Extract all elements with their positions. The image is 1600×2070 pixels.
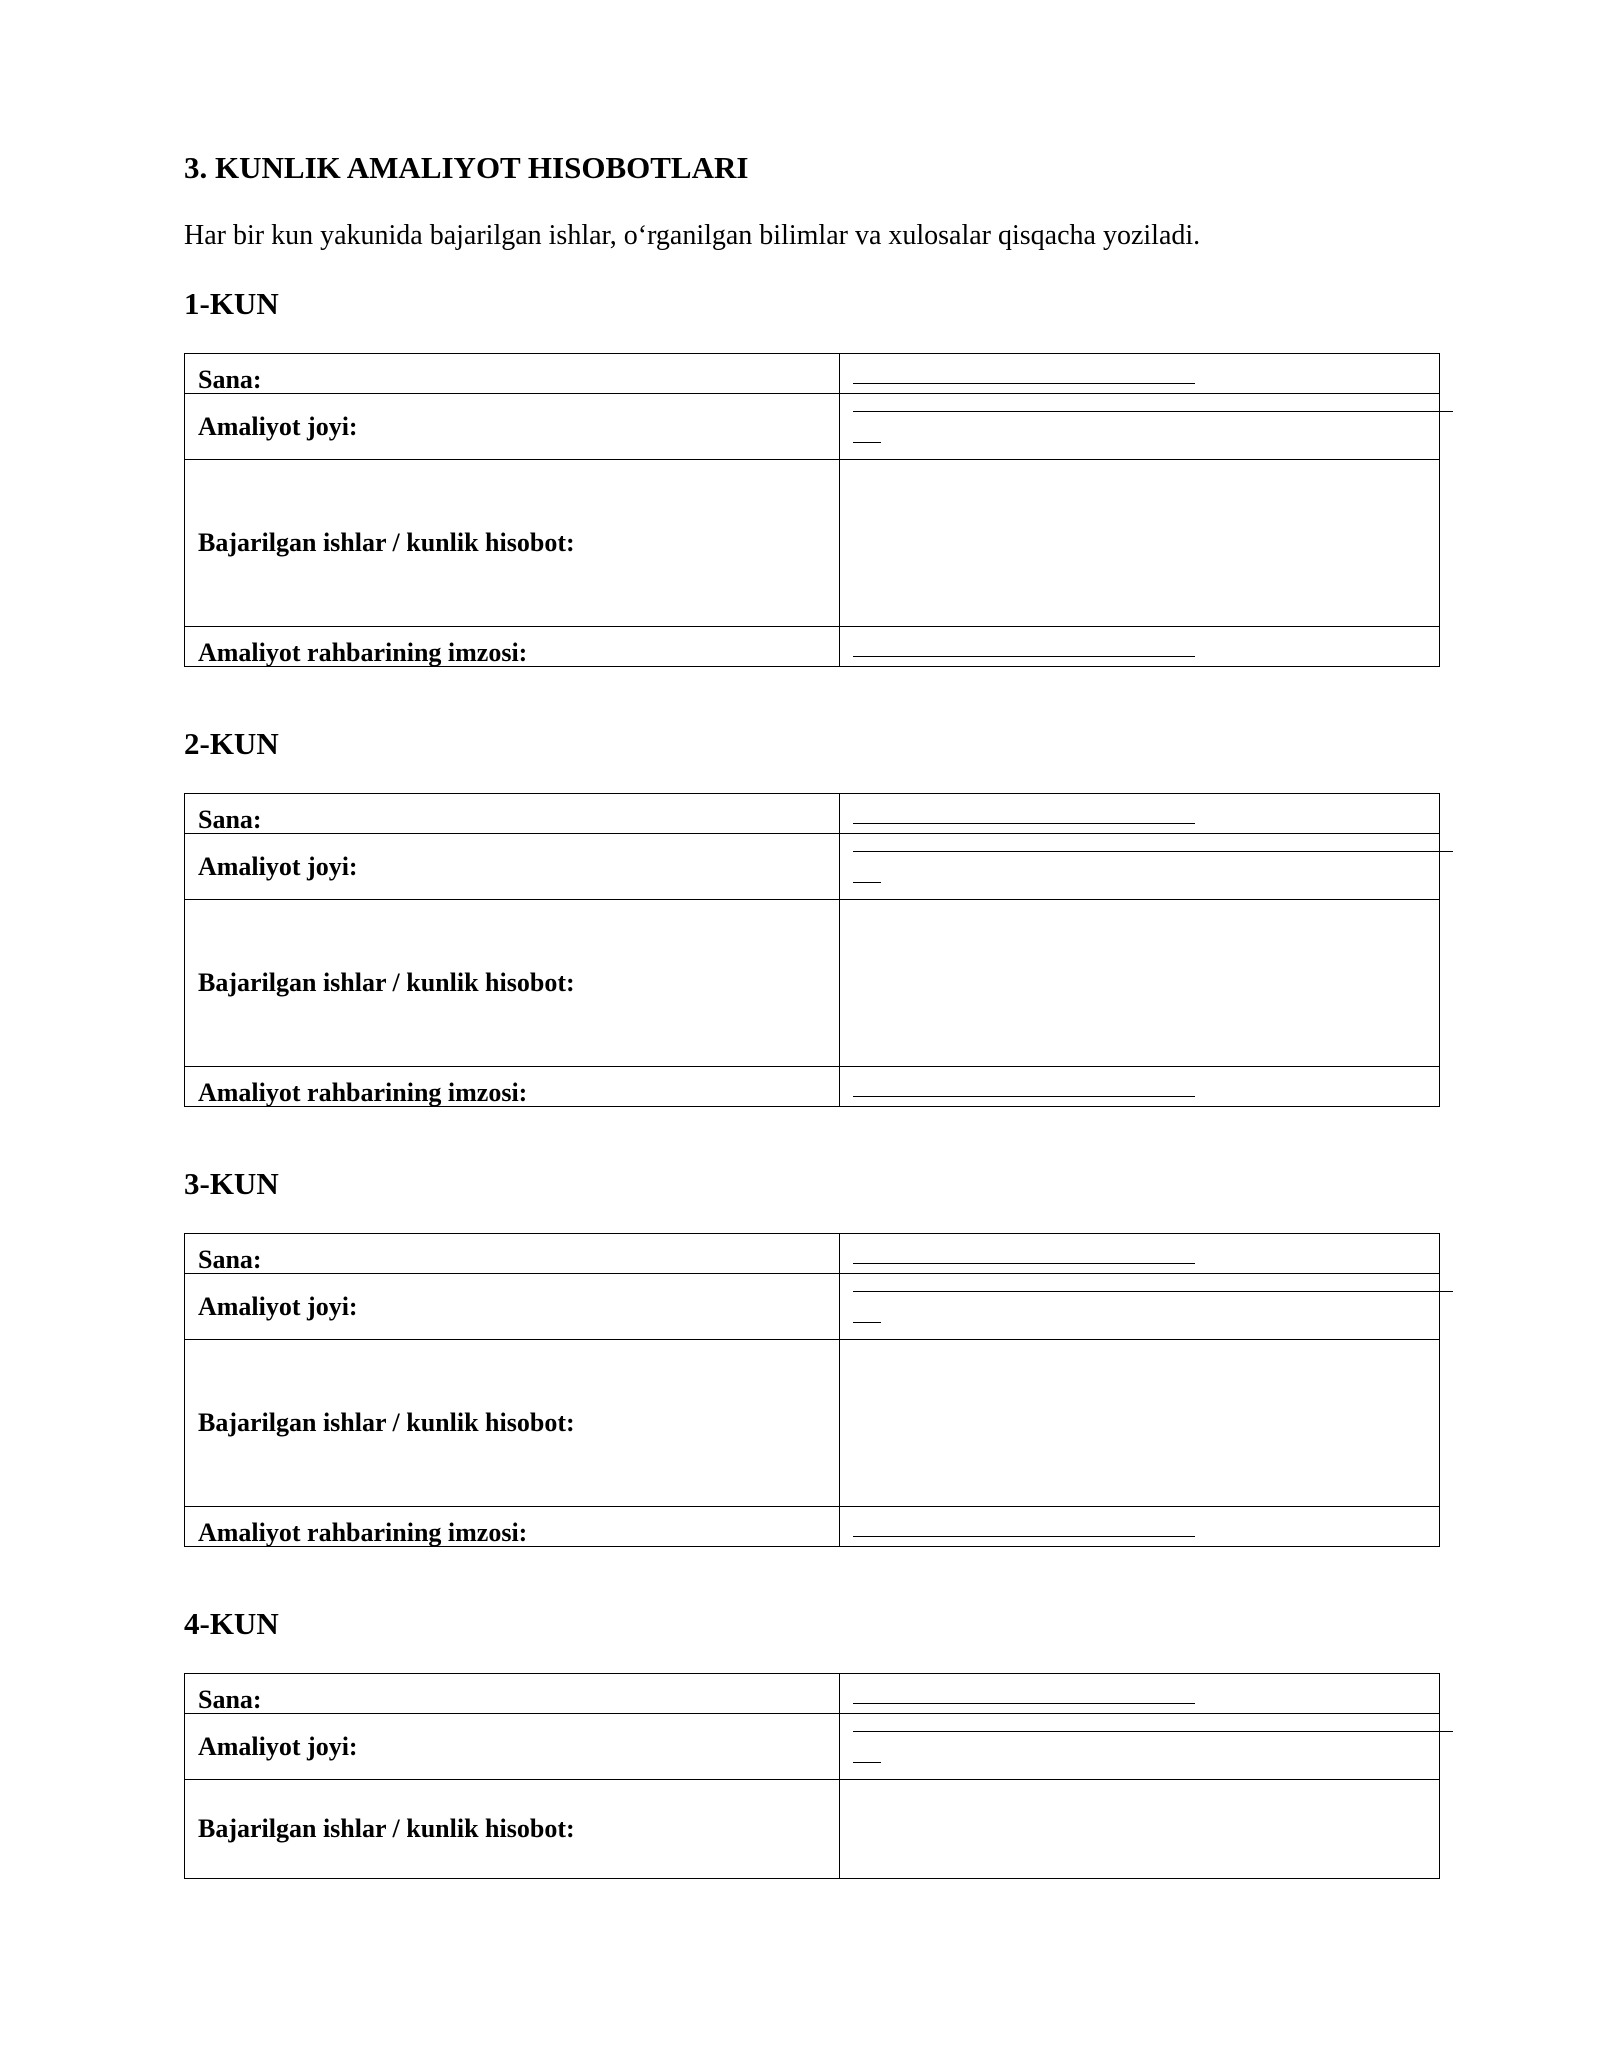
row-ishlar (185, 1780, 1440, 1879)
fill-line (853, 383, 1195, 384)
day-heading-2: 2-KUN (184, 726, 279, 761)
day-table-2 (184, 793, 1440, 1107)
field-imzo[interactable] (840, 1507, 1440, 1547)
field-joyi[interactable] (840, 834, 1440, 900)
fill-line (853, 1263, 1195, 1264)
field-sana[interactable] (840, 1674, 1440, 1714)
fill-line (853, 1291, 1453, 1292)
field-ishlar[interactable] (840, 1780, 1440, 1879)
label-joyi: Amaliyot joyi: (185, 834, 840, 900)
section-intro: Har bir kun yakunida bajarilgan ishlar, o‘rganilgan bilimlar va xulosalar qisqacha yoziladi. (184, 220, 1201, 251)
row-joyi (185, 1274, 1440, 1340)
row-ishlar (185, 1340, 1440, 1507)
day-heading-3: 3-KUN (184, 1166, 279, 1201)
field-joyi[interactable] (840, 1714, 1440, 1780)
label-imzo: Amaliyot rahbarining imzosi: (185, 627, 840, 667)
row-sana (185, 1234, 1440, 1274)
fill-line (853, 851, 1453, 852)
row-sana (185, 794, 1440, 834)
label-sana: Sana: (185, 354, 840, 394)
field-ishlar[interactable] (840, 900, 1440, 1067)
field-ishlar[interactable] (840, 460, 1440, 627)
label-sana: Sana: (185, 1674, 840, 1714)
fill-line-tail (853, 1322, 881, 1323)
day-table-4 (184, 1673, 1440, 1879)
fill-line (853, 1703, 1195, 1704)
row-joyi (185, 1714, 1440, 1780)
fill-line (853, 1096, 1195, 1097)
row-imzo (185, 1507, 1440, 1547)
field-sana[interactable] (840, 354, 1440, 394)
row-ishlar (185, 900, 1440, 1067)
label-imzo: Amaliyot rahbarining imzosi: (185, 1507, 840, 1547)
day-table-1 (184, 353, 1440, 667)
label-ishlar: Bajarilgan ishlar / kunlik hisobot: (185, 900, 840, 1067)
field-joyi[interactable] (840, 394, 1440, 460)
fill-line-tail (853, 882, 881, 883)
row-joyi (185, 834, 1440, 900)
row-sana (185, 354, 1440, 394)
fill-line (853, 1731, 1453, 1732)
fill-line (853, 656, 1195, 657)
label-ishlar: Bajarilgan ishlar / kunlik hisobot: (185, 1780, 840, 1879)
day-table-3 (184, 1233, 1440, 1547)
day-heading-4: 4-KUN (184, 1606, 279, 1641)
label-sana: Sana: (185, 794, 840, 834)
field-joyi[interactable] (840, 1274, 1440, 1340)
fill-line (853, 823, 1195, 824)
fill-line (853, 411, 1453, 412)
row-sana (185, 1674, 1440, 1714)
label-joyi: Amaliyot joyi: (185, 1274, 840, 1340)
label-joyi: Amaliyot joyi: (185, 1714, 840, 1780)
fill-line-tail (853, 1762, 881, 1763)
day-heading-1: 1-KUN (184, 286, 279, 321)
label-imzo: Amaliyot rahbarining imzosi: (185, 1067, 840, 1107)
field-sana[interactable] (840, 794, 1440, 834)
label-ishlar: Bajarilgan ishlar / kunlik hisobot: (185, 1340, 840, 1507)
field-imzo[interactable] (840, 627, 1440, 667)
row-joyi (185, 394, 1440, 460)
fill-line-tail (853, 442, 881, 443)
label-ishlar: Bajarilgan ishlar / kunlik hisobot: (185, 460, 840, 627)
row-imzo (185, 1067, 1440, 1107)
label-joyi: Amaliyot joyi: (185, 394, 840, 460)
section-title: 3. KUNLIK AMALIYOT HISOBOTLARI (184, 150, 749, 185)
field-sana[interactable] (840, 1234, 1440, 1274)
fill-line (853, 1536, 1195, 1537)
row-ishlar (185, 460, 1440, 627)
label-sana: Sana: (185, 1234, 840, 1274)
row-imzo (185, 627, 1440, 667)
field-imzo[interactable] (840, 1067, 1440, 1107)
field-ishlar[interactable] (840, 1340, 1440, 1507)
